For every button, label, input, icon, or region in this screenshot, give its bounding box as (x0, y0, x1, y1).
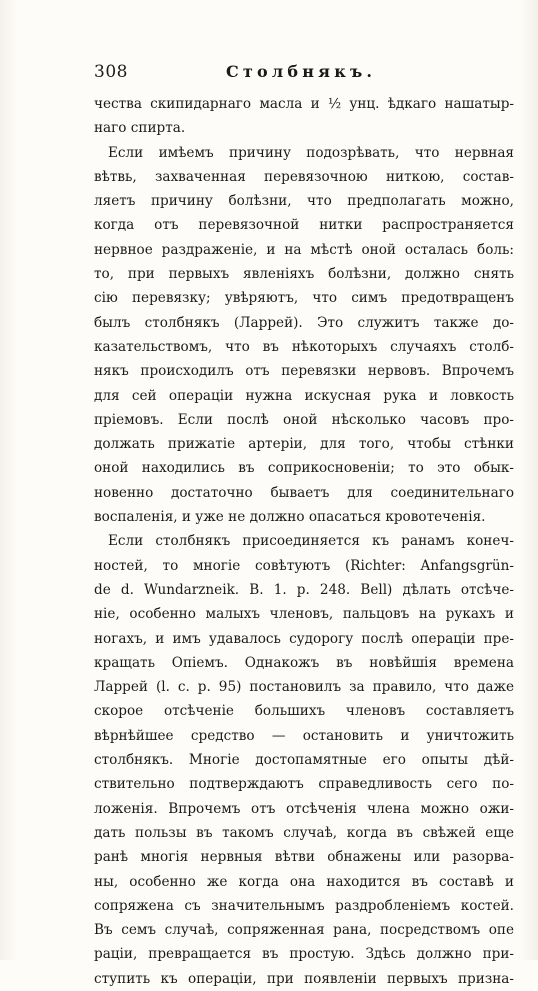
text-line: ствительно подтверждаютъ справедливость сего по- (94, 776, 514, 793)
text-line: должать прижатіе артеріи, для того, чтобы стѣнки (94, 436, 514, 453)
text-line: новенно достаточно бываетъ для соединительнаго (94, 484, 514, 501)
text-line: ложенія. Впрочемъ отъ отсѣченія члена можно ожи- (94, 800, 514, 817)
text-line: для сей операціи нужна искусная рука и ловкость (94, 387, 514, 404)
text-line: вѣтвь, захваченная перевязочною ниткою, состав- (94, 168, 514, 185)
text-line: ны, особенно же когда она находится въ составѣ и (94, 873, 514, 890)
page-header (94, 62, 514, 84)
text-line: скорое отсѣченіе большихъ членовъ составляетъ (94, 703, 514, 720)
text-line: оной находились въ соприкосновеніи; то это обык- (94, 460, 514, 477)
text-line: когда отъ перевязочной нитки распространяется (94, 217, 514, 234)
text-line: сію перевязку; увѣряютъ, что симъ предотвращенъ (94, 290, 514, 307)
text-line: наго спирта. (94, 120, 186, 137)
text-line: воспаленія, и уже не должно опасаться кровотеченія. (94, 509, 486, 526)
text-line: някъ происходилъ отъ перевязки нервовъ. Впрочемъ (94, 363, 514, 380)
page-body-text (94, 92, 514, 991)
text-line: былъ столбнякъ (Ларрей). Это служитъ также до- (94, 314, 514, 331)
running-title: Столбнякъ. (226, 62, 377, 81)
text-line: сопряжена съ значительнымъ раздробленіемъ костей. (94, 897, 514, 914)
text-line: столбнякъ. Многіе достопамятные его опыты дѣй- (94, 752, 514, 769)
text-line: Если имѣемъ причину подозрѣвать, что нервная (108, 144, 514, 161)
text-line: казательствомъ, что въ нѣкоторыхъ случаяхъ столб- (94, 338, 514, 355)
text-line: раціи, превращается въ простую. Здѣсь должно при- (94, 946, 514, 963)
text-line: ступить къ операціи, при появленіи первыхъ призна- (94, 970, 514, 987)
text-line: Если столбнякъ присоединяется къ ранамъ конеч- (108, 533, 514, 550)
text-line: дать пользы въ такомъ случаѣ, когда въ свѣжей еще (94, 824, 514, 841)
text-line: ляетъ причину болѣзни, что предполагать можно, (94, 193, 514, 210)
text-line: нервное раздраженіе, и на мѣстѣ оной осталась боль: (94, 241, 514, 258)
text-line: ранѣ многія нервныя вѣтви обнажены или разорва- (94, 849, 514, 866)
text-line: кращать Опіемъ. Однакожъ въ новѣйшія времена (94, 654, 514, 671)
text-line: Въ семъ случаѣ, сопряженная рана, посредствомъ опе (94, 922, 514, 939)
text-line: ностей, то многіе совѣтуютъ (Richter: Anfangsgrün- (94, 557, 514, 574)
text-line: de d. Wundarzneik. B. 1. p. 248. Bell) дѣлать отсѣче- (94, 581, 514, 598)
text-line: чества скипидарнаго масла и ½ унц. ѣдкаго нашатыр- (94, 96, 514, 112)
text-line: Ларрей (l. c. p. 95) постановилъ за правило, что даже (94, 679, 514, 696)
text-line: ногахъ, и имъ удавалось судорогу послѣ операціи пре- (94, 630, 514, 647)
page-number: 308 (94, 62, 128, 82)
text-line: ніе, особенно малыхъ членовъ, пальцовъ на рукахъ и (94, 606, 514, 623)
text-line: вѣрнѣйшее средство — остановить и уничтожить (94, 727, 514, 744)
text-line: то, при первыхъ явленіяхъ болѣзни, должно снять (94, 266, 514, 283)
text-line: пріемовъ. Если послѣ оной нѣсколько часовъ про- (94, 411, 514, 428)
